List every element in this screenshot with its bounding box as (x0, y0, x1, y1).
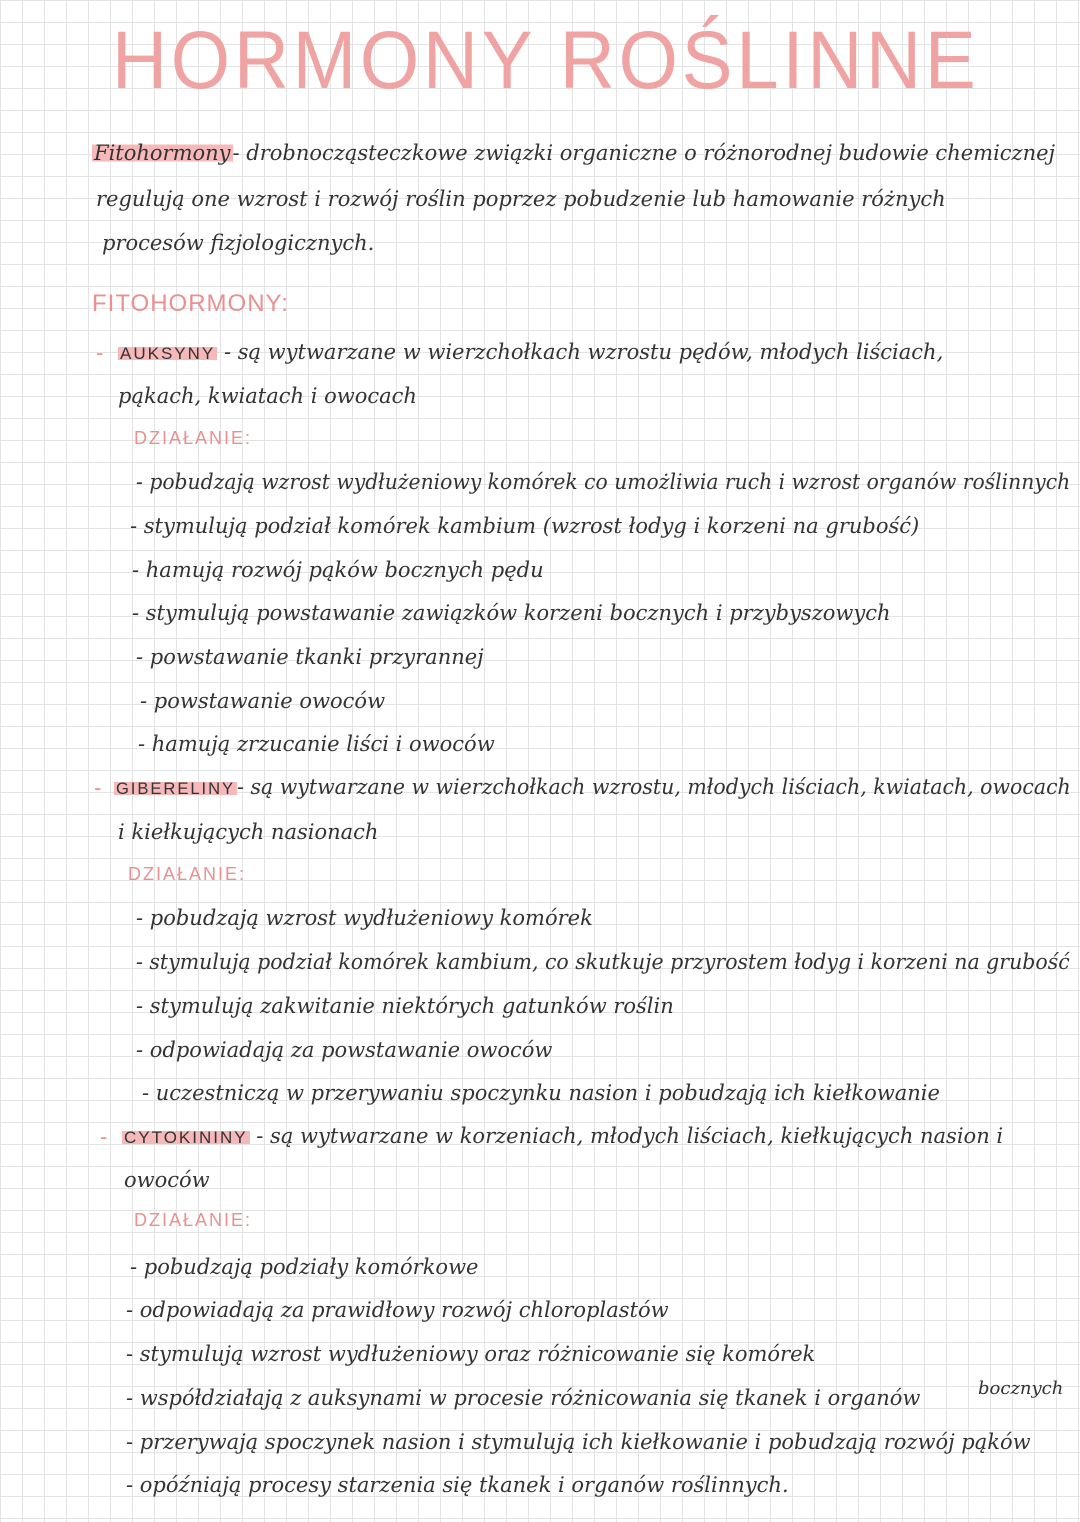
cytokininy-desc-2: owoców (124, 1168, 210, 1192)
auksyny-desc-text: - są wytwarzane w wierzchołkach wzrostu pędów, młodych liściach, (223, 340, 944, 364)
bullet-dash: - (100, 1124, 108, 1149)
auksyny-item: - hamują zrzucanie liści i owoców (138, 732, 495, 756)
gibereliny-item: - stymulują podział komórek kambium, co skutkuje przyrostem łodyg i korzeni na grubość (136, 950, 1070, 974)
term-auksyny: AUKSYNY (120, 344, 216, 363)
gibereliny-desc-text: - są wytwarzane w wierzchołkach wzrostu, młodych liściach, kwiatach, owocach (237, 775, 1071, 799)
cytokininy-desc-text: - są wytwarzane w korzeniach, młodych liściach, kiełkujących nasion i (256, 1124, 1004, 1148)
cytokininy-dzialanie: DZIAŁANIE: (134, 1210, 253, 1230)
gibereliny-item: - odpowiadają za powstawanie owoców (136, 1038, 553, 1062)
intro-line-1 (92, 141, 1055, 165)
auksyny-dzialanie: DZIAŁANIE: (134, 428, 253, 448)
auksyny-item: - stymulują powstawanie zawiązków korzeni bocznych i przybyszowych (132, 601, 891, 625)
auksyny-desc-2: pąkach, kwiatach i owocach (118, 384, 417, 408)
bullet-dash: - (94, 775, 102, 800)
cytokininy-item: - pobudzają podziały komórkowe (130, 1255, 479, 1279)
gibereliny-item: - pobudzają wzrost wydłużeniowy komórek (136, 906, 593, 930)
gibereliny-item: - stymulują zakwitanie niektórych gatunków roślin (136, 994, 674, 1018)
gibereliny-desc-2: i kiełkujących nasionach (118, 820, 379, 844)
term-gibereliny: GIBERELINY (115, 779, 236, 798)
gibereliny-dzialanie: DZIAŁANIE: (128, 864, 247, 884)
auksyny-item: - pobudzają wzrost wydłużeniowy komórek co umożliwia ruch i wzrost organów roślinnych (136, 470, 1071, 494)
cytokininy-desc-1 (122, 1124, 1003, 1148)
term-cytokininy: CYTOKININY (124, 1128, 248, 1147)
page-title: HORMONY ROŚLINNE (112, 15, 980, 106)
auksyny-item: - stymulują podział komórek kambium (wzrost łodyg i korzeni na grubość) (130, 514, 920, 538)
term-fitohormony: Fitohormony (94, 141, 231, 165)
cytokininy-item: - przerywają spoczynek nasion i stymulują ich kiełkowanie i pobudzają rozwój pąków (126, 1430, 1031, 1454)
intro-line-3: procesów fizjologicznych. (102, 231, 375, 255)
cytokininy-item: - współdziałają z auksynami w procesie różnicowania się tkanek i organów (126, 1386, 921, 1410)
annotation-bocznych: bocznych (978, 1378, 1064, 1399)
auksyny-desc-1 (118, 340, 943, 364)
gibereliny-item: - uczestniczą w przerywaniu spoczynku nasion i pobudzają ich kiełkowanie (142, 1081, 940, 1105)
cytokininy-item: - stymulują wzrost wydłużeniowy oraz różnicowanie się komórek (126, 1342, 816, 1366)
bullet-dash: - (96, 340, 104, 365)
cytokininy-item: - opóźniają procesy starzenia się tkanek i organów roślinnych. (126, 1473, 789, 1497)
gibereliny-desc-1 (114, 775, 1071, 799)
auksyny-item: - powstawanie owoców (140, 689, 386, 713)
auksyny-item: - powstawanie tkanki przyrannej (136, 645, 484, 669)
section-title: FITOHORMONY: (92, 290, 289, 317)
auksyny-item: - hamują rozwój pąków bocznych pędu (132, 558, 544, 582)
intro-text-1: - drobnocząsteczkowe związki organiczne o różnorodnej budowie chemicznej (232, 141, 1056, 165)
cytokininy-item: - odpowiadają za prawidłowy rozwój chloroplastów (126, 1298, 669, 1322)
intro-line-2: regulują one wzrost i rozwój roślin poprzez pobudzenie lub hamowanie różnych (96, 187, 946, 211)
